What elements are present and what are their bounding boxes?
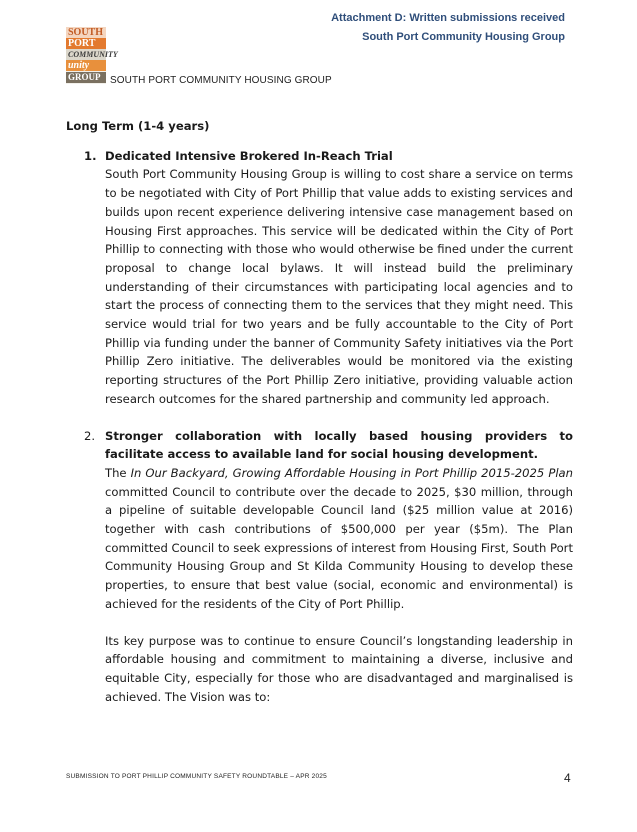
organisation-caption: SOUTH PORT COMMUNITY HOUSING GROUP [110, 75, 332, 86]
section-title: Long Term (1-4 years) [66, 119, 210, 133]
document-body [66, 117, 573, 706]
header-organisation: South Port Community Housing Group [362, 31, 565, 43]
item-paragraph [105, 464, 573, 614]
list-item [66, 147, 573, 409]
page-number: 4 [564, 771, 571, 785]
item-number: 2. [84, 428, 96, 443]
paragraph-rest: committed Council to contribute over the decade to 2025, $30 million, through a pipeline of suitable developable Council land ($25 million value at 2016) together with cash contributions of $500,000 per year ($5m). The Plan committed Council to seek expressions of interest from Housing First, South Port Community Housing Group and St Kilda Community Housing to develop these properties, to ensure that best value (social, economic and environmental) is achieved for the residents of the City of Port Phillip. [105, 484, 573, 611]
item-heading: Dedicated Intensive Brokered In-Reach Trial [105, 148, 393, 163]
item-paragraph: Its key purpose was to continue to ensure Council’s longstanding leadership in affordable housing and commitment to maintaining a diverse, inclusive and equitable City, especially for those who are disadvantaged and marginalised is achieved. The Vision was to: [105, 633, 573, 704]
plan-title: In Our Backyard, Growing Affordable Housing in Port Phillip 2015-2025 Plan [130, 465, 573, 480]
footer-text: SUBMISSION TO PORT PHILLIP COMMUNITY SAFETY ROUNDTABLE – APR 2025 [66, 773, 327, 780]
item-paragraph: South Port Community Housing Group is willing to cost share a service on terms to be negotiated with City of Port Phillip that value adds to existing services and builds upon recent experience delivering intensive case management based on Housing First approaches. This service will be dedicated within the City of Port Phillip to connecting with those who would otherwise be fined under the current proposal to change local bylaws. It will instead build the preliminary understanding of their circumstances with participating local agencies and to start the process of connecting them to the services that they might need. This service would trial for two years and be fully accountable to the City of Port Phillip via funding under the banner of Community Safety initiatives via the Port Phillip Zero initiative. The deliverables would be monitored via the existing reporting structures of the Port Phillip Zero initiative, providing valuable action research outcomes for the shared partnership and community led approach. [105, 167, 573, 406]
logo-line: GROUP [66, 72, 106, 83]
logo-line: unity [66, 60, 106, 71]
paragraph-prefix: The [105, 465, 131, 480]
logo-line: PORT [66, 38, 106, 49]
list-item [66, 427, 573, 707]
organisation-logo [66, 27, 118, 84]
item-heading: Stronger collaboration with locally based housing providers to facilitate access to available land for social housing development. [105, 428, 573, 462]
logo-line: SOUTH [66, 27, 106, 38]
attachment-title: Attachment D: Written submissions received [331, 12, 565, 24]
item-number: 1. [84, 148, 97, 163]
logo-line: COMMUNITY [68, 50, 118, 59]
